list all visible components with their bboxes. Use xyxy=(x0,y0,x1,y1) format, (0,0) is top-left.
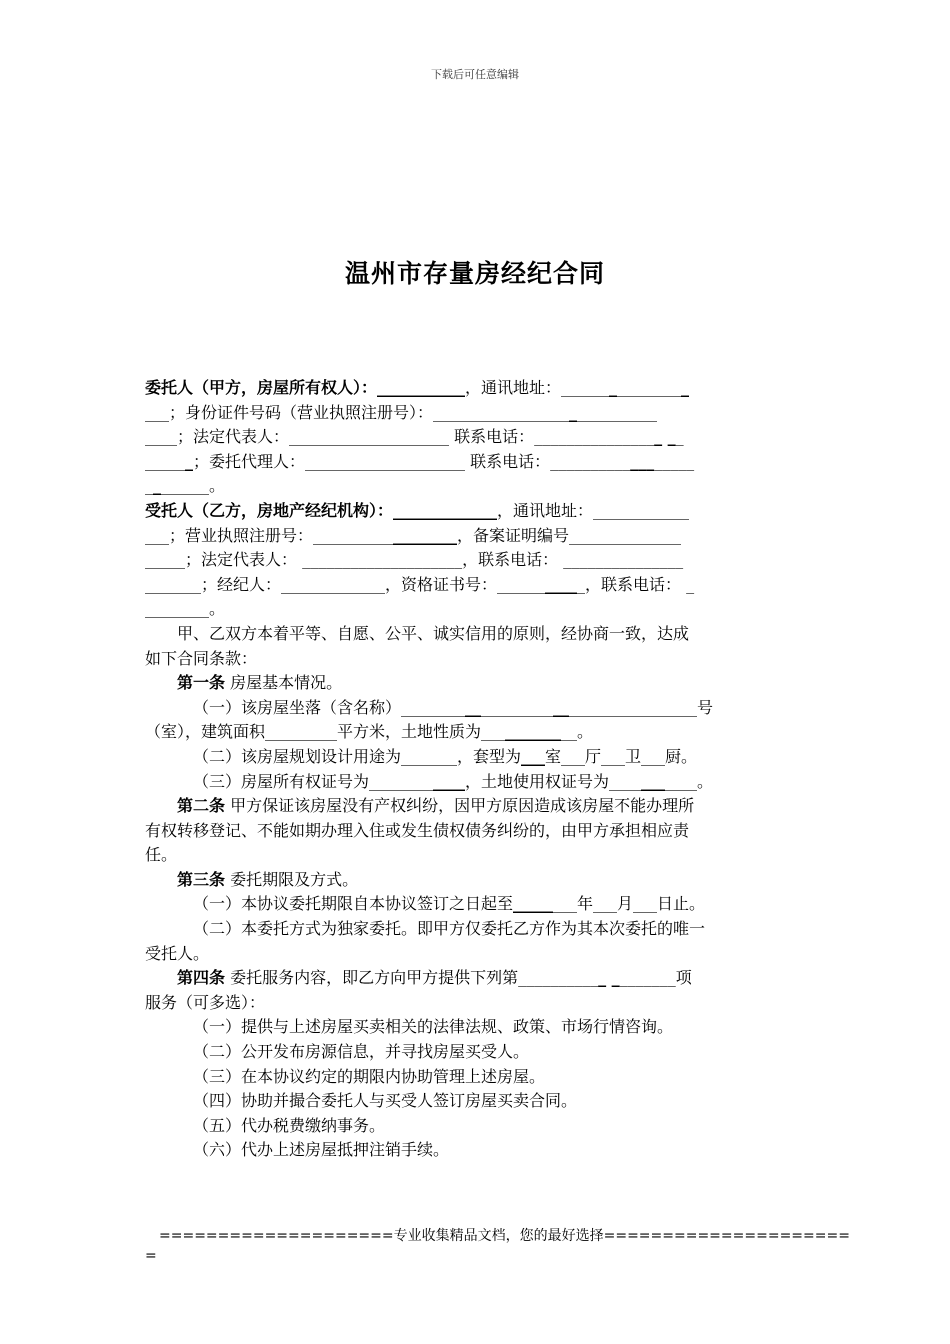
text-segment: ，备案证明编号______________ xyxy=(457,525,682,545)
contract-line xyxy=(145,401,810,426)
text-segment: ______。 xyxy=(161,476,226,496)
text-segment: ，土地使用权证号为____ xyxy=(465,771,642,791)
bold-text-segment: 第一条 xyxy=(177,673,226,693)
text-segment: 甲、乙双方本着平等、自愿、公平、诚实信用的原则，经协商一致，达成 xyxy=(177,623,690,643)
text-segment: _________ xyxy=(481,697,554,717)
text-segment: 受托人。 xyxy=(145,943,210,963)
footer-banner: ====================专业收集精品文档，您的最好选择===================== xyxy=(159,1228,850,1244)
text-segment: （三）在本协议约定的期限内协助管理上述房屋。 xyxy=(193,1066,546,1086)
contract-line xyxy=(145,1040,810,1065)
contract-line xyxy=(145,573,810,598)
bold-text-segment: _ xyxy=(609,378,618,397)
contract-line xyxy=(145,524,810,549)
text-segment: （一）提供与上述房屋买卖相关的法律法规、政策、市场行情咨询。 xyxy=(193,1017,674,1037)
text-segment: _____；法定代表人： ____________________，联系电话： _______________ xyxy=(145,550,684,570)
text-segment: （一）该房屋坐落（含名称）________ xyxy=(193,697,466,717)
bold-text-segment: _______ xyxy=(505,722,562,742)
text-segment: _____ xyxy=(145,451,185,471)
bold-text-segment: _ xyxy=(569,402,578,422)
text-segment: 服务（可多选）： xyxy=(145,992,266,1012)
contract-line xyxy=(145,425,810,450)
contract-line xyxy=(145,474,810,499)
text-segment: _______项 xyxy=(619,968,692,988)
text-segment: __________ xyxy=(577,402,658,422)
bold-text-segment: _____ xyxy=(513,894,554,914)
text-segment: ________ xyxy=(617,378,682,397)
contract-line xyxy=(145,843,810,868)
bold-text-segment: ____ xyxy=(433,771,466,791)
text-segment: _______；经纪人：_____________，资格证书号：______ xyxy=(145,574,546,594)
text-segment: （室），建筑面积_________平方米，土地性质为___ xyxy=(145,722,506,742)
text-segment: （六）代办上述房屋抵押注销手续。 xyxy=(193,1140,450,1160)
contract-line xyxy=(145,966,810,991)
contract-line xyxy=(145,597,810,622)
text-segment: ___；营业执照注册号：__________ xyxy=(145,525,394,545)
bold-text-segment: ________ xyxy=(393,525,458,545)
document-title: 温州市存量房经纪合同 xyxy=(344,259,605,288)
text-segment: ________________号 xyxy=(569,697,714,717)
contract-line xyxy=(145,917,810,942)
bold-text-segment: _ _ xyxy=(654,427,676,447)
text-segment: （一）本协议委托期限自本协议签订之日起至 xyxy=(193,894,514,914)
bold-text-segment: _ xyxy=(681,378,690,397)
text-segment: ；委托代理人：____________________ 联系电话：__________ xyxy=(193,451,631,471)
text-segment: （三）房屋所有权证号为________ xyxy=(193,771,434,791)
footer-banner-continuation: = xyxy=(145,1248,157,1264)
text-segment: （二）公开发布房源信息，并寻找房屋买受人。 xyxy=(193,1042,530,1062)
bold-text-segment: 第二条 xyxy=(177,796,226,816)
bold-text-segment: 第三条 xyxy=(177,869,226,889)
bold-text-segment: __ xyxy=(465,697,482,717)
contract-line xyxy=(145,548,810,573)
text-segment: （二）本委托方式为独家委托。即甲方仅委托乙方作为其本次委托的唯一 xyxy=(193,919,706,939)
contract-line xyxy=(145,450,810,475)
text-segment: ____；法定代表人：____________________ 联系电话：_______________ xyxy=(145,427,655,447)
contract-line xyxy=(145,868,810,893)
bold-text-segment: _ _ xyxy=(598,968,620,988)
contract-line xyxy=(145,696,810,721)
contract-line xyxy=(145,794,810,819)
text-segment: 任。 xyxy=(145,845,178,865)
contract-line xyxy=(145,1114,810,1139)
contract-line xyxy=(145,942,810,967)
text-segment: _ xyxy=(145,476,153,496)
contract-line xyxy=(145,1089,810,1114)
contract-body xyxy=(145,376,810,1163)
contract-line xyxy=(145,1015,810,1040)
bold-text-segment: _____________ xyxy=(393,500,498,520)
bold-text-segment: 委托人（甲方，房屋所有权人）： xyxy=(145,378,378,397)
bold-text-segment: 第四条 xyxy=(177,968,226,988)
page-footer xyxy=(145,1226,850,1266)
text-segment: ，通讯地址：____________ xyxy=(497,500,690,520)
text-segment: ____。 xyxy=(665,771,714,791)
text-segment: 房屋基本情况。 xyxy=(225,673,343,693)
bold-text-segment: ___ xyxy=(521,746,546,766)
bold-text-segment: _ xyxy=(153,476,161,496)
bold-text-segment: 受托人（乙方，房地产经纪机构）： xyxy=(145,500,394,520)
text-segment: 如下合同条款： xyxy=(145,648,258,668)
text-segment: ___；身份证件号码（营业执照注册号）：_________________ xyxy=(145,402,570,422)
contract-line xyxy=(145,376,810,401)
text-segment: 甲方保证该房屋没有产权纠纷，因甲方原因造成该房屋不能办理所 xyxy=(225,796,695,816)
text-segment: _，联系电话： _ xyxy=(577,574,695,594)
text-segment: ，通讯地址：______ xyxy=(465,378,610,397)
page-header: 下载后可任意编辑 xyxy=(431,68,519,81)
text-segment: _ xyxy=(675,427,684,447)
bold-text-segment: _ xyxy=(185,451,193,471)
text-segment: __。 xyxy=(561,722,594,742)
text-segment: 委托期限及方式。 xyxy=(225,869,359,889)
text-segment: （五）代办税费缴纳事务。 xyxy=(193,1115,386,1135)
text-segment: （四）协助并撮合委托人与买受人签订房屋买卖合同。 xyxy=(193,1091,578,1111)
contract-line xyxy=(145,819,810,844)
contract-line xyxy=(145,720,810,745)
text-segment: 有权转移登记、不能如期办理入住或发生债权债务纠纷的，由甲方承担相应责 xyxy=(145,820,690,840)
text-segment: （二）该房屋规划设计用途为_______，套型为 xyxy=(193,746,522,766)
text-segment: ___年___月___日止。 xyxy=(553,894,706,914)
contract-line xyxy=(145,1138,810,1163)
bold-text-segment: ___ xyxy=(630,451,655,471)
text-segment: _____ xyxy=(654,451,695,471)
contract-line xyxy=(145,499,810,524)
bold-text-segment: ___ xyxy=(641,771,666,791)
contract-line xyxy=(145,770,810,795)
text-segment: 委托服务内容，即乙方向甲方提供下列第__________ xyxy=(225,968,599,988)
contract-line xyxy=(145,671,810,696)
contract-line xyxy=(145,647,810,672)
text-segment: 室___厅___卫___厨。 xyxy=(545,746,698,766)
bold-text-segment: ___________ xyxy=(377,378,466,397)
contract-line xyxy=(145,1065,810,1090)
contract-line xyxy=(145,892,810,917)
contract-line xyxy=(145,745,810,770)
contract-line xyxy=(145,622,810,647)
bold-text-segment: __ xyxy=(553,697,570,717)
text-segment: ________。 xyxy=(145,599,226,619)
contract-line xyxy=(145,991,810,1016)
bold-text-segment: ____ xyxy=(545,574,578,594)
